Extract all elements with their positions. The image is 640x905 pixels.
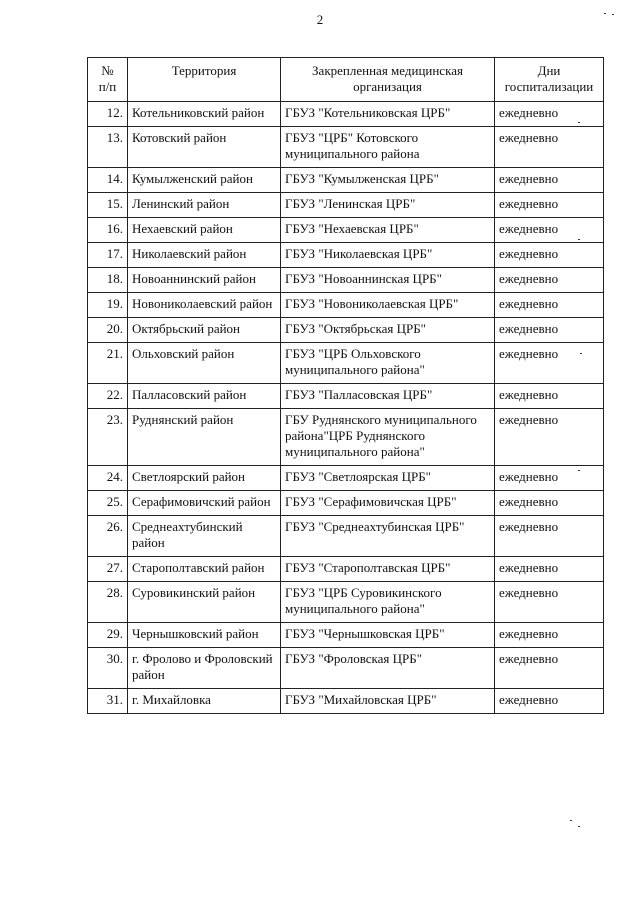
hospitalization-table (87, 57, 604, 714)
row-number: 15. (88, 193, 128, 218)
row-territory: Котовский район (128, 127, 281, 168)
row-territory: Нехаевский район (128, 218, 281, 243)
row-territory: Серафимовичский район (128, 491, 281, 516)
row-organization: ГБУЗ "Кумылженская ЦРБ" (281, 168, 495, 193)
scan-speck (612, 14, 614, 15)
row-organization: ГБУЗ "Серафимовичская ЦРБ" (281, 491, 495, 516)
row-days: ежедневно (495, 243, 604, 268)
table-row (88, 343, 604, 384)
table-row (88, 466, 604, 491)
row-days: ежедневно (495, 218, 604, 243)
row-territory: Светлоярский район (128, 466, 281, 491)
row-organization: ГБУЗ "Котельниковская ЦРБ" (281, 102, 495, 127)
header-territory: Территория (128, 58, 281, 102)
row-organization: ГБУЗ "Чернышковская ЦРБ" (281, 623, 495, 648)
row-organization: ГБУЗ "Старополтавская ЦРБ" (281, 557, 495, 582)
row-number: 18. (88, 268, 128, 293)
row-number: 31. (88, 689, 128, 714)
row-organization: ГБУЗ "Октябрьская ЦРБ" (281, 318, 495, 343)
scan-speck (604, 13, 606, 14)
scan-speck (578, 122, 580, 123)
row-number: 21. (88, 343, 128, 384)
row-organization: ГБУЗ "Новониколаевская ЦРБ" (281, 293, 495, 318)
table-row (88, 168, 604, 193)
row-organization: ГБУЗ "ЦРБ" Котовского муниципального района (281, 127, 495, 168)
row-organization: ГБУ Руднянского муниципального района"ЦРБ Руднянского муниципального района" (281, 409, 495, 466)
scan-speck (570, 820, 572, 821)
row-territory: г. Михайловка (128, 689, 281, 714)
row-organization: ГБУЗ "Ленинская ЦРБ" (281, 193, 495, 218)
row-territory: г. Фролово и Фроловский район (128, 648, 281, 689)
row-organization: ГБУЗ "Фроловская ЦРБ" (281, 648, 495, 689)
table-body (88, 102, 604, 714)
table-row (88, 557, 604, 582)
row-territory: Котельниковский район (128, 102, 281, 127)
row-days: ежедневно (495, 193, 604, 218)
row-days: ежедневно (495, 557, 604, 582)
table-row (88, 318, 604, 343)
table-row (88, 218, 604, 243)
row-organization: ГБУЗ "Михайловская ЦРБ" (281, 689, 495, 714)
table-row (88, 689, 604, 714)
row-number: 25. (88, 491, 128, 516)
table-row (88, 193, 604, 218)
scan-speck (578, 826, 580, 827)
row-number: 16. (88, 218, 128, 243)
table-row (88, 409, 604, 466)
row-number: 30. (88, 648, 128, 689)
table-row (88, 268, 604, 293)
header-organization: Закрепленная медицинская организация (281, 58, 495, 102)
row-number: 13. (88, 127, 128, 168)
row-territory: Палласовский район (128, 384, 281, 409)
row-territory: Ленинский район (128, 193, 281, 218)
table-row (88, 384, 604, 409)
row-territory: Руднянский район (128, 409, 281, 466)
header-number: № п/п (88, 58, 128, 102)
row-organization: ГБУЗ "Новоаннинская ЦРБ" (281, 268, 495, 293)
scan-speck (580, 353, 582, 354)
row-number: 12. (88, 102, 128, 127)
row-organization: ГБУЗ "Нехаевская ЦРБ" (281, 218, 495, 243)
table-row (88, 243, 604, 268)
row-number: 17. (88, 243, 128, 268)
row-number: 28. (88, 582, 128, 623)
table-row (88, 623, 604, 648)
row-territory: Новониколаевский район (128, 293, 281, 318)
scan-speck (578, 239, 580, 240)
row-territory: Новоаннинский район (128, 268, 281, 293)
row-days: ежедневно (495, 491, 604, 516)
row-days: ежедневно (495, 168, 604, 193)
row-territory: Старополтавский район (128, 557, 281, 582)
header-days: Дни госпитализации (495, 58, 604, 102)
row-organization: ГБУЗ "ЦРБ Суровикинского муниципального района" (281, 582, 495, 623)
row-days: ежедневно (495, 102, 604, 127)
row-number: 24. (88, 466, 128, 491)
table-row (88, 127, 604, 168)
row-number: 20. (88, 318, 128, 343)
row-number: 26. (88, 516, 128, 557)
row-days: ежедневно (495, 268, 604, 293)
row-days: ежедневно (495, 127, 604, 168)
row-days: ежедневно (495, 689, 604, 714)
row-organization: ГБУЗ "ЦРБ Ольховского муниципального района" (281, 343, 495, 384)
row-days: ежедневно (495, 648, 604, 689)
row-number: 14. (88, 168, 128, 193)
row-number: 27. (88, 557, 128, 582)
row-number: 23. (88, 409, 128, 466)
row-territory: Николаевский район (128, 243, 281, 268)
row-days: ежедневно (495, 516, 604, 557)
row-days: ежедневно (495, 409, 604, 466)
row-days: ежедневно (495, 318, 604, 343)
row-territory: Суровикинский район (128, 582, 281, 623)
row-number: 19. (88, 293, 128, 318)
row-territory: Чернышковский район (128, 623, 281, 648)
table-row (88, 293, 604, 318)
row-number: 29. (88, 623, 128, 648)
scan-speck (578, 470, 580, 471)
table-header-row (88, 58, 604, 102)
table-row (88, 102, 604, 127)
row-territory: Среднеахтубинский район (128, 516, 281, 557)
row-territory: Ольховский район (128, 343, 281, 384)
row-organization: ГБУЗ "Николаевская ЦРБ" (281, 243, 495, 268)
row-organization: ГБУЗ "Палласовская ЦРБ" (281, 384, 495, 409)
table-row (88, 648, 604, 689)
table-row (88, 491, 604, 516)
row-days: ежедневно (495, 384, 604, 409)
row-days: ежедневно (495, 623, 604, 648)
table-row (88, 582, 604, 623)
row-days: ежедневно (495, 293, 604, 318)
row-days: ежедневно (495, 582, 604, 623)
row-days: ежедневно (495, 466, 604, 491)
table-row (88, 516, 604, 557)
row-organization: ГБУЗ "Среднеахтубинская ЦРБ" (281, 516, 495, 557)
page-number: 2 (316, 12, 324, 27)
row-organization: ГБУЗ "Светлоярская ЦРБ" (281, 466, 495, 491)
row-territory: Октябрьский район (128, 318, 281, 343)
row-number: 22. (88, 384, 128, 409)
row-territory: Кумылженский район (128, 168, 281, 193)
row-days: ежедневно (495, 343, 604, 384)
